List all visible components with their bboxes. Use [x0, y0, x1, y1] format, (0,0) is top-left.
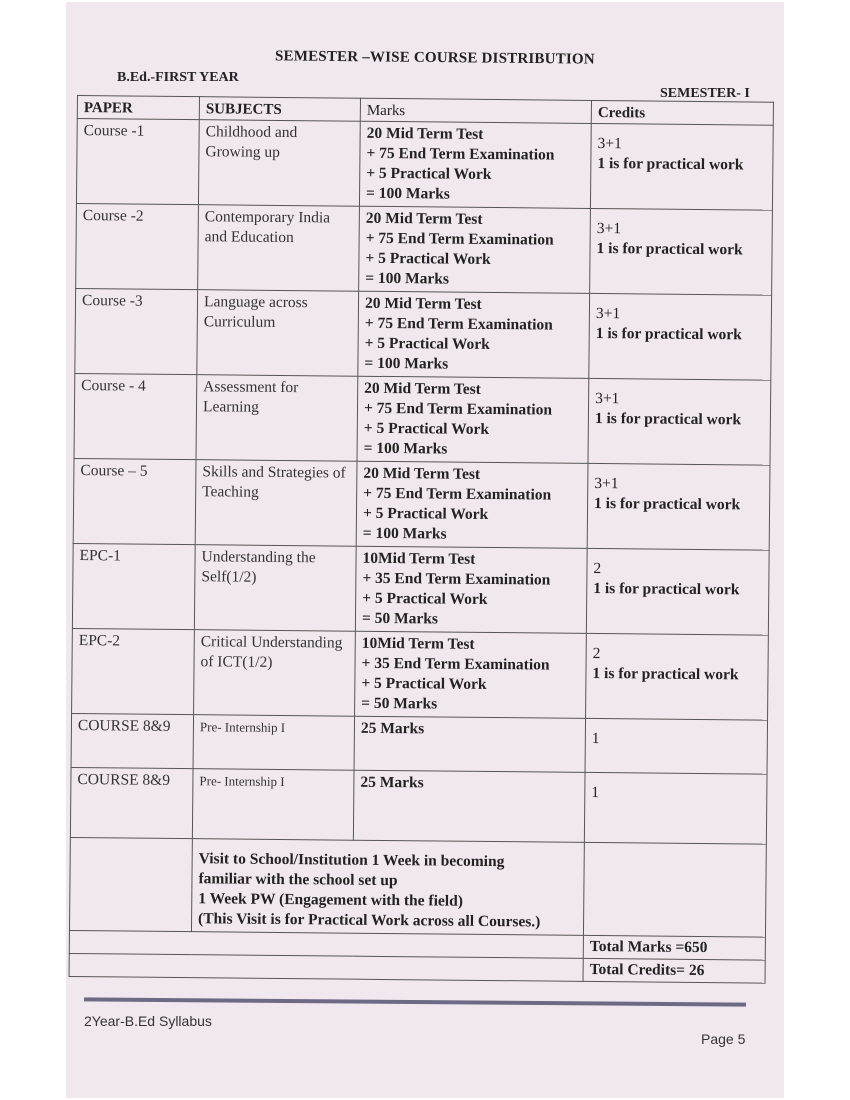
credits-value: 3+1	[597, 134, 622, 153]
paper-cell: EPC-2	[72, 628, 195, 714]
visit-row	[69, 837, 766, 937]
table-row	[76, 119, 773, 211]
credits-note: 1 is for practical work	[595, 324, 742, 344]
marks-line: = 100 Marks	[362, 524, 447, 543]
subject-cell: Pre- Internship I	[192, 769, 354, 841]
table-row	[73, 458, 770, 550]
subject-cell: Understanding the Self(1/2)	[194, 545, 356, 632]
marks-line: + 75 End Term Examination	[363, 399, 553, 419]
table-row	[74, 373, 771, 465]
marks-cell	[357, 376, 589, 463]
marks-line: + 35 End Term Examination	[362, 569, 551, 589]
credits-note: 1 is for practical work	[593, 579, 740, 599]
marks-cell	[359, 206, 591, 293]
header-marks: Marks	[360, 98, 591, 123]
marks-line: 20 Mid Term Test	[364, 379, 481, 398]
credits-cell	[587, 463, 770, 550]
visit-line: familiar with the school set up	[198, 870, 398, 890]
visit-line: 1 Week PW (Engagement with the field)	[198, 890, 464, 910]
credits-value: 3+1	[595, 389, 620, 408]
marks-cell	[359, 121, 591, 208]
credits-value: 2	[593, 559, 602, 578]
credits-note: 1 is for practical work	[597, 154, 744, 174]
total-marks: Total Marks =650	[583, 935, 765, 960]
marks-line: + 75 End Term Examination	[366, 144, 555, 164]
marks-line: + 75 End Term Examination	[363, 484, 552, 504]
credits-cell	[586, 548, 769, 635]
marks-line: 20 Mid Term Test	[365, 209, 483, 228]
table-row	[75, 288, 772, 380]
subject-cell: Critical Understanding of ICT(1/2)	[194, 630, 356, 717]
marks-line: + 35 End Term Examination	[361, 654, 550, 674]
paper-cell: COURSE 8&9	[71, 713, 194, 768]
header-credits: Credits	[591, 100, 773, 125]
marks-line: + 75 End Term Examination	[364, 314, 553, 334]
header-paper: PAPER	[77, 96, 199, 120]
credits-value: 2	[592, 644, 601, 663]
marks-line: + 5 Practical Work	[363, 419, 490, 438]
table-row	[76, 203, 773, 295]
paper-cell: EPC-1	[72, 543, 195, 629]
marks-line: = 50 Marks	[361, 694, 438, 713]
marks-line: 10Mid Term Test	[361, 634, 475, 653]
semester-label: SEMESTER- I	[660, 86, 750, 101]
marks-line: + 5 Practical Work	[362, 504, 489, 523]
subject-cell: Childhood and Growing up	[198, 120, 360, 207]
marks-cell	[355, 546, 587, 633]
marks-line: + 5 Practical Work	[365, 249, 491, 268]
table-row	[71, 713, 767, 774]
marks-line: + 5 Practical Work	[361, 674, 487, 693]
credits-note: 1 is for practical work	[594, 494, 741, 514]
credits-note: 1 is for practical work	[594, 409, 742, 429]
credits-cell	[589, 293, 772, 380]
marks-line: = 100 Marks	[365, 269, 450, 288]
marks-line: = 100 Marks	[363, 439, 448, 458]
credits-note: 1 is for practical work	[592, 664, 739, 684]
course-distribution-table-wrapper	[69, 95, 773, 984]
subject-cell: Assessment for Learning	[196, 375, 358, 462]
marks-cell: 25 Marks	[354, 716, 586, 772]
course-distribution-table	[69, 95, 774, 984]
marks-line: 20 Mid Term Test	[366, 124, 484, 143]
credits-value: 1	[591, 783, 600, 802]
table-row	[72, 543, 769, 635]
marks-line: 10Mid Term Test	[362, 549, 476, 568]
marks-line: + 75 End Term Examination	[365, 229, 554, 249]
credits-value: 3+1	[594, 474, 619, 493]
credits-value: 3+1	[595, 304, 621, 323]
credits-cell	[585, 718, 768, 774]
table-row	[70, 767, 767, 844]
credits-cell	[590, 123, 773, 210]
table-row	[72, 628, 769, 720]
paper-cell: Course -1	[76, 119, 199, 205]
year-label: B.Ed.-FIRST YEAR	[117, 70, 239, 85]
visit-line: Visit to School/Institution 1 Week in becoming	[198, 850, 505, 871]
marks-cell	[355, 631, 587, 718]
page-number: Page 5	[701, 1031, 746, 1047]
credits-note: 1 is for practical work	[596, 239, 743, 259]
paper-cell: Course - 4	[74, 373, 197, 459]
marks-line: = 100 Marks	[364, 354, 449, 373]
paper-cell: Course -2	[76, 203, 199, 289]
paper-cell: Course -3	[75, 288, 198, 374]
credits-cell	[590, 208, 773, 295]
marks-line: + 5 Practical Work	[364, 334, 490, 353]
marks-line: = 50 Marks	[361, 609, 439, 628]
marks-line: 20 Mid Term Test	[364, 294, 482, 313]
visit-cell	[191, 839, 584, 936]
header-subjects: SUBJECTS	[199, 97, 360, 122]
credits-cell	[586, 633, 769, 720]
visit-line: (This Visit is for Practical Work across all Courses.)	[198, 910, 541, 931]
paper-cell: Course – 5	[73, 458, 196, 544]
page-title: SEMESTER –WISE COURSE DISTRIBUTION	[274, 48, 595, 68]
credits-cell	[588, 378, 771, 465]
marks-line: + 5 Practical Work	[362, 589, 488, 608]
total-credits: Total Credits= 26	[583, 958, 765, 983]
subject-cell: Skills and Strategies of Teaching	[195, 460, 357, 547]
footer-syllabus: 2Year-B.Ed Syllabus	[84, 1013, 212, 1029]
credits-value: 1	[591, 729, 600, 748]
marks-cell	[356, 461, 588, 548]
marks-line: 20 Mid Term Test	[363, 464, 481, 483]
credits-value: 3+1	[596, 219, 622, 238]
subject-cell: Pre- Internship I	[193, 715, 355, 771]
marks-line: + 5 Practical Work	[366, 164, 492, 183]
marks-cell: 25 Marks	[353, 770, 585, 842]
subject-cell: Language across Curriculum	[197, 290, 359, 377]
marks-line: = 100 Marks	[365, 184, 450, 203]
empty-cell	[583, 842, 766, 937]
subject-cell: Contemporary India and Education	[198, 205, 360, 292]
marks-cell	[358, 291, 590, 378]
paper-cell: COURSE 8&9	[70, 767, 193, 838]
empty-cell	[69, 837, 192, 931]
empty-cell	[69, 953, 583, 981]
credits-cell	[584, 772, 767, 844]
